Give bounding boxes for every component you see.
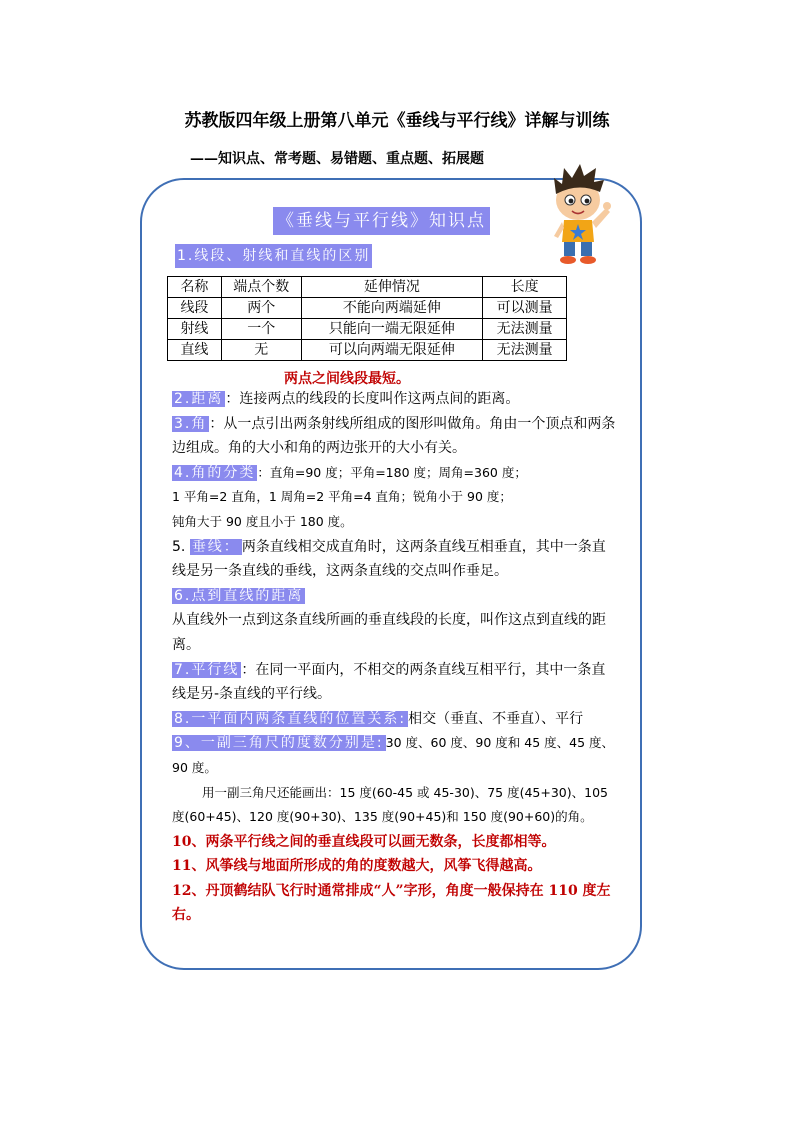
point-text: ：从一点引出两条射线所组成的图形叫做角。角由一个顶点和两条边组成。角的大小和角的两边张开的大小有关。 (172, 415, 616, 457)
table-cell: 射线 (168, 319, 222, 340)
table-cell: 一个 (221, 319, 301, 340)
table-cell: 可以测量 (483, 298, 567, 319)
table-header-cell: 延伸情况 (301, 277, 483, 298)
point-point-line-distance-heading (172, 584, 616, 609)
point-parallel (172, 658, 616, 707)
table-cell: 线段 (168, 298, 222, 319)
document-title: 苏教版四年级上册第八单元《垂线与平行线》详解与训练 (184, 111, 610, 131)
knowledge-banner: 《垂线与平行线》知识点 (273, 207, 490, 235)
point-label: 2.距离 (174, 391, 224, 407)
section-heading-1: 1.线段、射线和直线的区别 (175, 244, 372, 268)
point-label: 6.点到直线的距离 (174, 587, 304, 604)
table-header-row (168, 277, 567, 298)
table-cell: 不能向两端延伸 (301, 298, 483, 319)
point-text: 从直线外一点到这条直线所画的垂直线段的长度，叫作这点到直线的距离。 (172, 612, 606, 653)
point-text: ：直角=90 度；平角=180 度；周角=360 度； (257, 464, 527, 480)
table-row (168, 298, 567, 319)
point-perpendicular (172, 535, 616, 584)
point-angle-types (172, 461, 616, 486)
table-cell: 只能向一端无限延伸 (301, 319, 483, 340)
point-text: ：连接两点的线段的长度叫作这两点间的距离。 (225, 391, 520, 407)
point-text: 30 度、60 度、90 度和 45 度、45 度、90 度。 (172, 735, 614, 775)
angle-conversion-line: 1 平角=2 直角，1 周角=2 平角=4 直角；锐角小于 90 度； (172, 489, 512, 505)
line-comparison-table (167, 276, 567, 361)
table-cell: 无法测量 (483, 340, 567, 361)
point-text: 两条直线相交成直角时，这两条直线互相垂直，其中一条直线是另一条直线的垂线，这两条直线的交点叫作垂足。 (172, 538, 606, 580)
table-row (168, 319, 567, 340)
point-crane-formation: 12、丹顶鹤结队飞行时通常排成“人”字形，角度一般保持在 110 度左右。 (172, 882, 611, 924)
point-distance (172, 387, 616, 412)
point-text: ：在同一平面内，不相交的两条直线互相平行，其中一条直线是另-条直线的平行线。 (172, 661, 606, 703)
table-cell: 直线 (168, 340, 222, 361)
point-text: 相交（垂直、不垂直）、平行 (408, 710, 584, 727)
obtuse-angle-line: 钝角大于 90 度且小于 180 度。 (172, 513, 353, 529)
cartoon-boy-illustration (548, 160, 614, 266)
point-label: 4.角的分类 (174, 464, 256, 481)
point-triangle-rulers (172, 731, 616, 780)
knowledge-points (172, 387, 616, 928)
table-cell: 可以向两端无限延伸 (301, 340, 483, 361)
point-label: 8.一平面内两条直线的位置关系: (174, 710, 407, 727)
point-kite-string: 11、风筝线与地面所形成的角的度数越大，风筝飞得越高。 (172, 858, 542, 875)
table-row (168, 340, 567, 361)
point-line-relations (172, 707, 616, 732)
point-label: 垂线： (191, 538, 240, 555)
table-header-cell: 长度 (483, 277, 567, 298)
table-header-cell: 端点个数 (221, 277, 301, 298)
shortest-path-note: 两点之间线段最短。 (284, 371, 410, 387)
table-cell: 两个 (221, 298, 301, 319)
ruler-angles-note: 用一副三角尺还能画出：15 度(60-45 或 45-30)、75 度(45+30)、105 度(60+45)、120 度(90+30)、135 度(90+45)和 150 度(90+60)的角。 (172, 784, 609, 825)
point-label: 9、一副三角尺的度数分别是: (174, 735, 384, 752)
point-label: 3.角 (174, 415, 208, 432)
table-cell: 无法测量 (483, 319, 567, 340)
table-header-cell: 名称 (168, 277, 222, 298)
point-number: 5. (172, 538, 190, 555)
document-subtitle: ——知识点、常考题、易错题、重点题、拓展题 (190, 151, 484, 167)
point-angle (172, 412, 616, 461)
table-cell: 无 (221, 340, 301, 361)
point-label: 7.平行线 (174, 661, 240, 678)
point-parallel-segments: 10、两条平行线之间的垂直线段可以画无数条，长度都相等。 (172, 833, 556, 850)
